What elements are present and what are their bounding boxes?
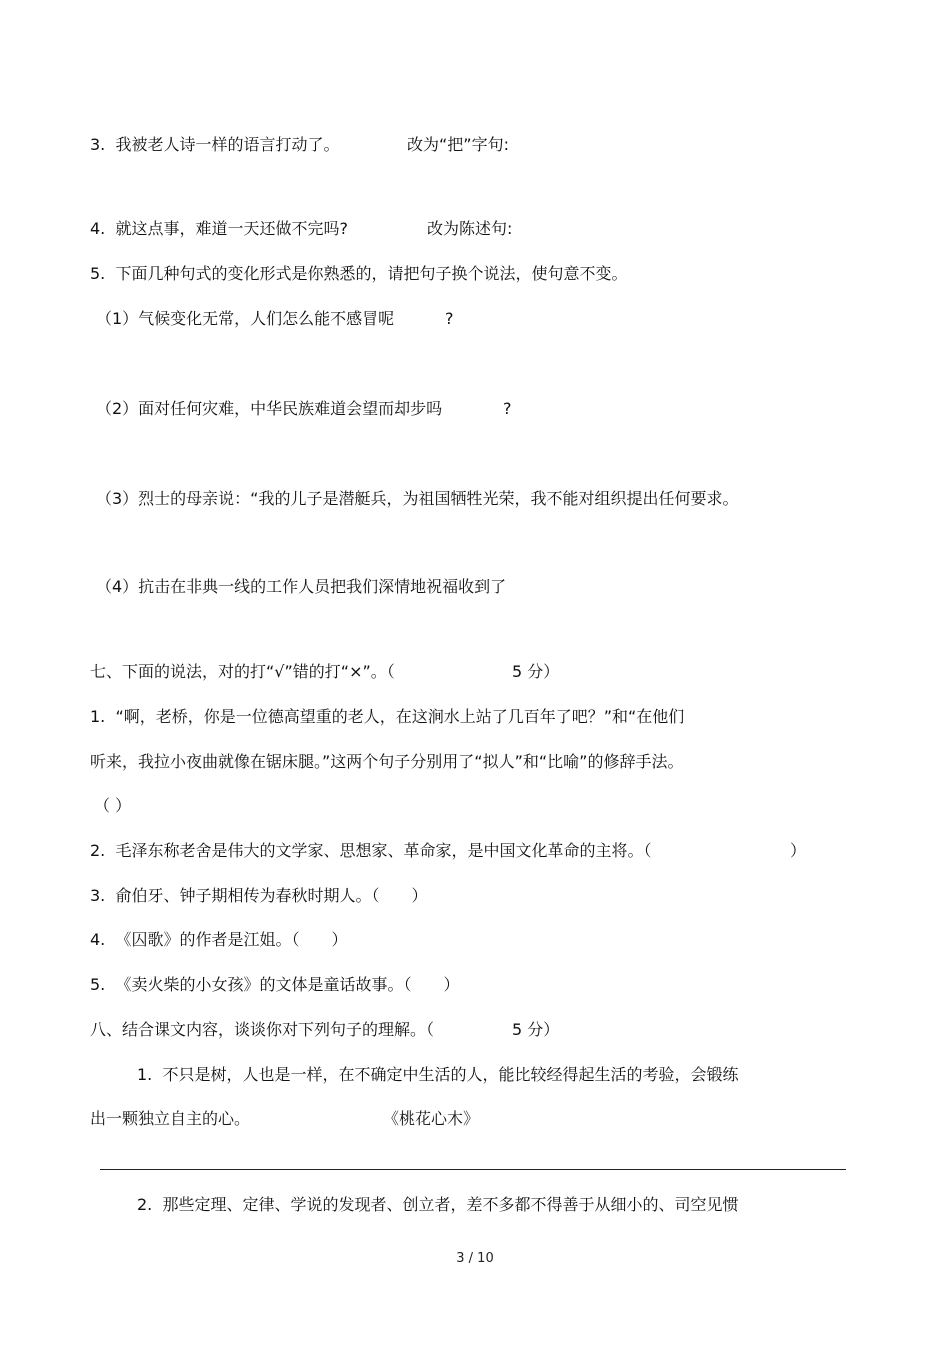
sub-question-3: （3）烈士的母亲说：“我的儿子是潜艇兵，为祖国牺牲光荣，我不能对组织提出任何要求。 — [96, 489, 739, 508]
section-7-item-2: 2. 毛泽东称老舍是伟大的文学家、思想家、革命家，是中国文化革命的主将。（ — [90, 841, 652, 860]
section-8-item-1-line-2: 出一颗独立自主的心。 — [90, 1109, 251, 1128]
page-number: 3 / 10 — [456, 1251, 494, 1266]
section-8-item-1-source: 《桃花心木》 — [383, 1109, 480, 1128]
sub-question-4: （4）抗击在非典一线的工作人员把我们深情地祝福收到了 — [96, 577, 507, 596]
section-7-item-4: 4. 《囚歌》的作者是江姐。（ ） — [90, 930, 348, 949]
section-8-heading: 八、结合课文内容，谈谈你对下列句子的理解。（ — [90, 1020, 435, 1039]
section-7-item-1-line-3: （ ） — [94, 796, 132, 815]
section-7-item-2-close: ） — [790, 841, 807, 860]
question-3-instruction: 改为“把”字句: — [407, 135, 509, 154]
answer-line — [100, 1169, 846, 1170]
section-7-heading: 七、下面的说法，对的打“√”错的打“×”。（ — [90, 662, 395, 681]
sub-question-1: （1）气候变化无常，人们怎么能不感冒呢 — [96, 309, 395, 328]
section-8-item-2-line-1: 2. 那些定理、定律、学说的发现者、创立者，差不多都不得善于从细小的、司空见惯 — [137, 1195, 739, 1214]
sub-question-1-mark: ? — [445, 309, 454, 328]
section-7-item-1-line-2: 听来，我拉小夜曲就像在锯床腿。”这两个句子分别用了“拟人”和“比喻”的修辞手法。 — [90, 752, 684, 771]
sub-question-2: （2）面对任何灾难，中华民族难道会望而却步吗 — [96, 399, 443, 418]
section-8-item-1-line-1: 1. 不只是树，人也是一样，在不确定中生活的人，能比较经得起生活的考验，会锻练 — [137, 1065, 739, 1084]
question-4-instruction: 改为陈述句: — [427, 219, 513, 238]
question-3-sentence: 3. 我被老人诗一样的语言打动了。 — [90, 135, 340, 154]
question-4-sentence: 4. 就这点事，难道一天还做不完吗? — [90, 219, 348, 238]
section-7-item-5: 5. 《卖火柴的小女孩》的文体是童话故事。（ ） — [90, 975, 460, 994]
sub-question-2-mark: ? — [503, 399, 512, 418]
section-8-score: 5 分） — [512, 1020, 560, 1039]
section-7-score: 5 分） — [512, 662, 560, 681]
question-5-text: 5. 下面几种句式的变化形式是你熟悉的，请把句子换个说法，使句意不变。 — [90, 264, 628, 283]
section-7-item-1-line-1: 1. “啊，老桥，你是一位德高望重的老人，在这涧水上站了几百年了吧？”和“在他们 — [90, 707, 685, 726]
section-7-item-3: 3. 俞伯牙、钟子期相传为春秋时期人。（ ） — [90, 886, 428, 905]
